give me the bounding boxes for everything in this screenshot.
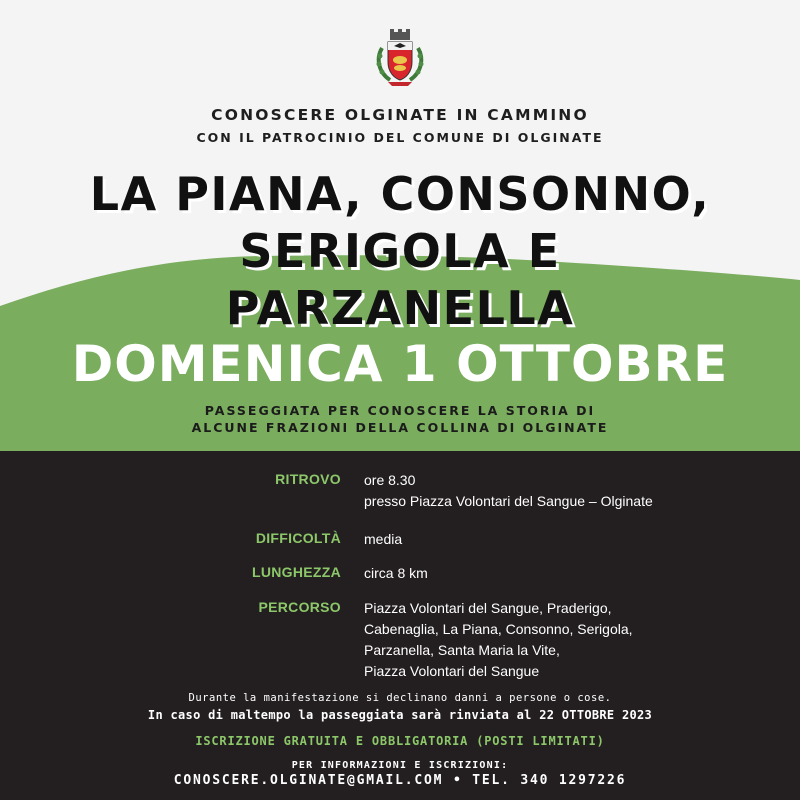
detail-value-line: Piazza Volontari del Sangue, Praderigo, bbox=[364, 600, 612, 616]
detail-label: RITROVO bbox=[275, 471, 341, 487]
detail-value-line: Cabenaglia, La Piana, Consonno, Serigola, bbox=[364, 621, 633, 637]
event-title-line-1: LA PIANA, CONSONNO, bbox=[89, 167, 711, 221]
detail-value bbox=[364, 598, 784, 682]
event-description-line-1: PASSEGGIATA PER CONOSCERE LA STORIA DI bbox=[204, 403, 596, 418]
detail-label: PERCORSO bbox=[258, 599, 341, 615]
patronage-line: CON IL PATROCINIO DEL COMUNE DI OLGINATE bbox=[196, 130, 604, 145]
event-title bbox=[0, 166, 800, 337]
event-description-line-2: ALCUNE FRAZIONI DELLA COLLINA DI OLGINATE bbox=[191, 420, 609, 435]
detail-label: DIFFICOLTÀ bbox=[255, 530, 341, 546]
disclaimer-text: Durante la manifestazione si declinano danni a persone o cose. bbox=[188, 692, 612, 704]
detail-value-line: Parzanella, Santa Maria la Vite, bbox=[364, 642, 560, 658]
event-series-title: CONOSCERE OLGINATE IN CAMMINO bbox=[211, 106, 589, 124]
registration-notice: ISCRIZIONE GRATUITA E OBBLIGATORIA (POSTI LIMITATI) bbox=[195, 734, 605, 748]
contact-info: CONOSCERE.OLGINATE@GMAIL.COM • TEL. 340 1297226 bbox=[173, 773, 627, 788]
detail-label: LUNGHEZZA bbox=[251, 564, 341, 580]
detail-value: circa 8 km bbox=[364, 565, 428, 581]
weather-notice: In caso di maltempo la passeggiata sarà rinviata al 22 OTTOBRE 2023 bbox=[147, 708, 653, 722]
info-label: PER INFORMAZIONI E ISCRIZIONI: bbox=[291, 760, 509, 771]
event-title-line-3: PARZANELLA bbox=[225, 281, 575, 335]
event-description bbox=[0, 402, 800, 436]
detail-value: media bbox=[364, 531, 403, 547]
detail-value-line: ore 8.30 bbox=[364, 472, 416, 488]
detail-value bbox=[364, 470, 784, 512]
detail-value-line: Piazza Volontari del Sangue bbox=[364, 663, 540, 679]
event-title-line-2: SERIGOLA E bbox=[239, 224, 561, 278]
detail-value-line: presso Piazza Volontari del Sangue – Olginate bbox=[364, 493, 653, 509]
event-date: DOMENICA 1 OTTOBRE bbox=[71, 335, 729, 393]
municipal-coat-of-arms-icon bbox=[368, 28, 432, 90]
